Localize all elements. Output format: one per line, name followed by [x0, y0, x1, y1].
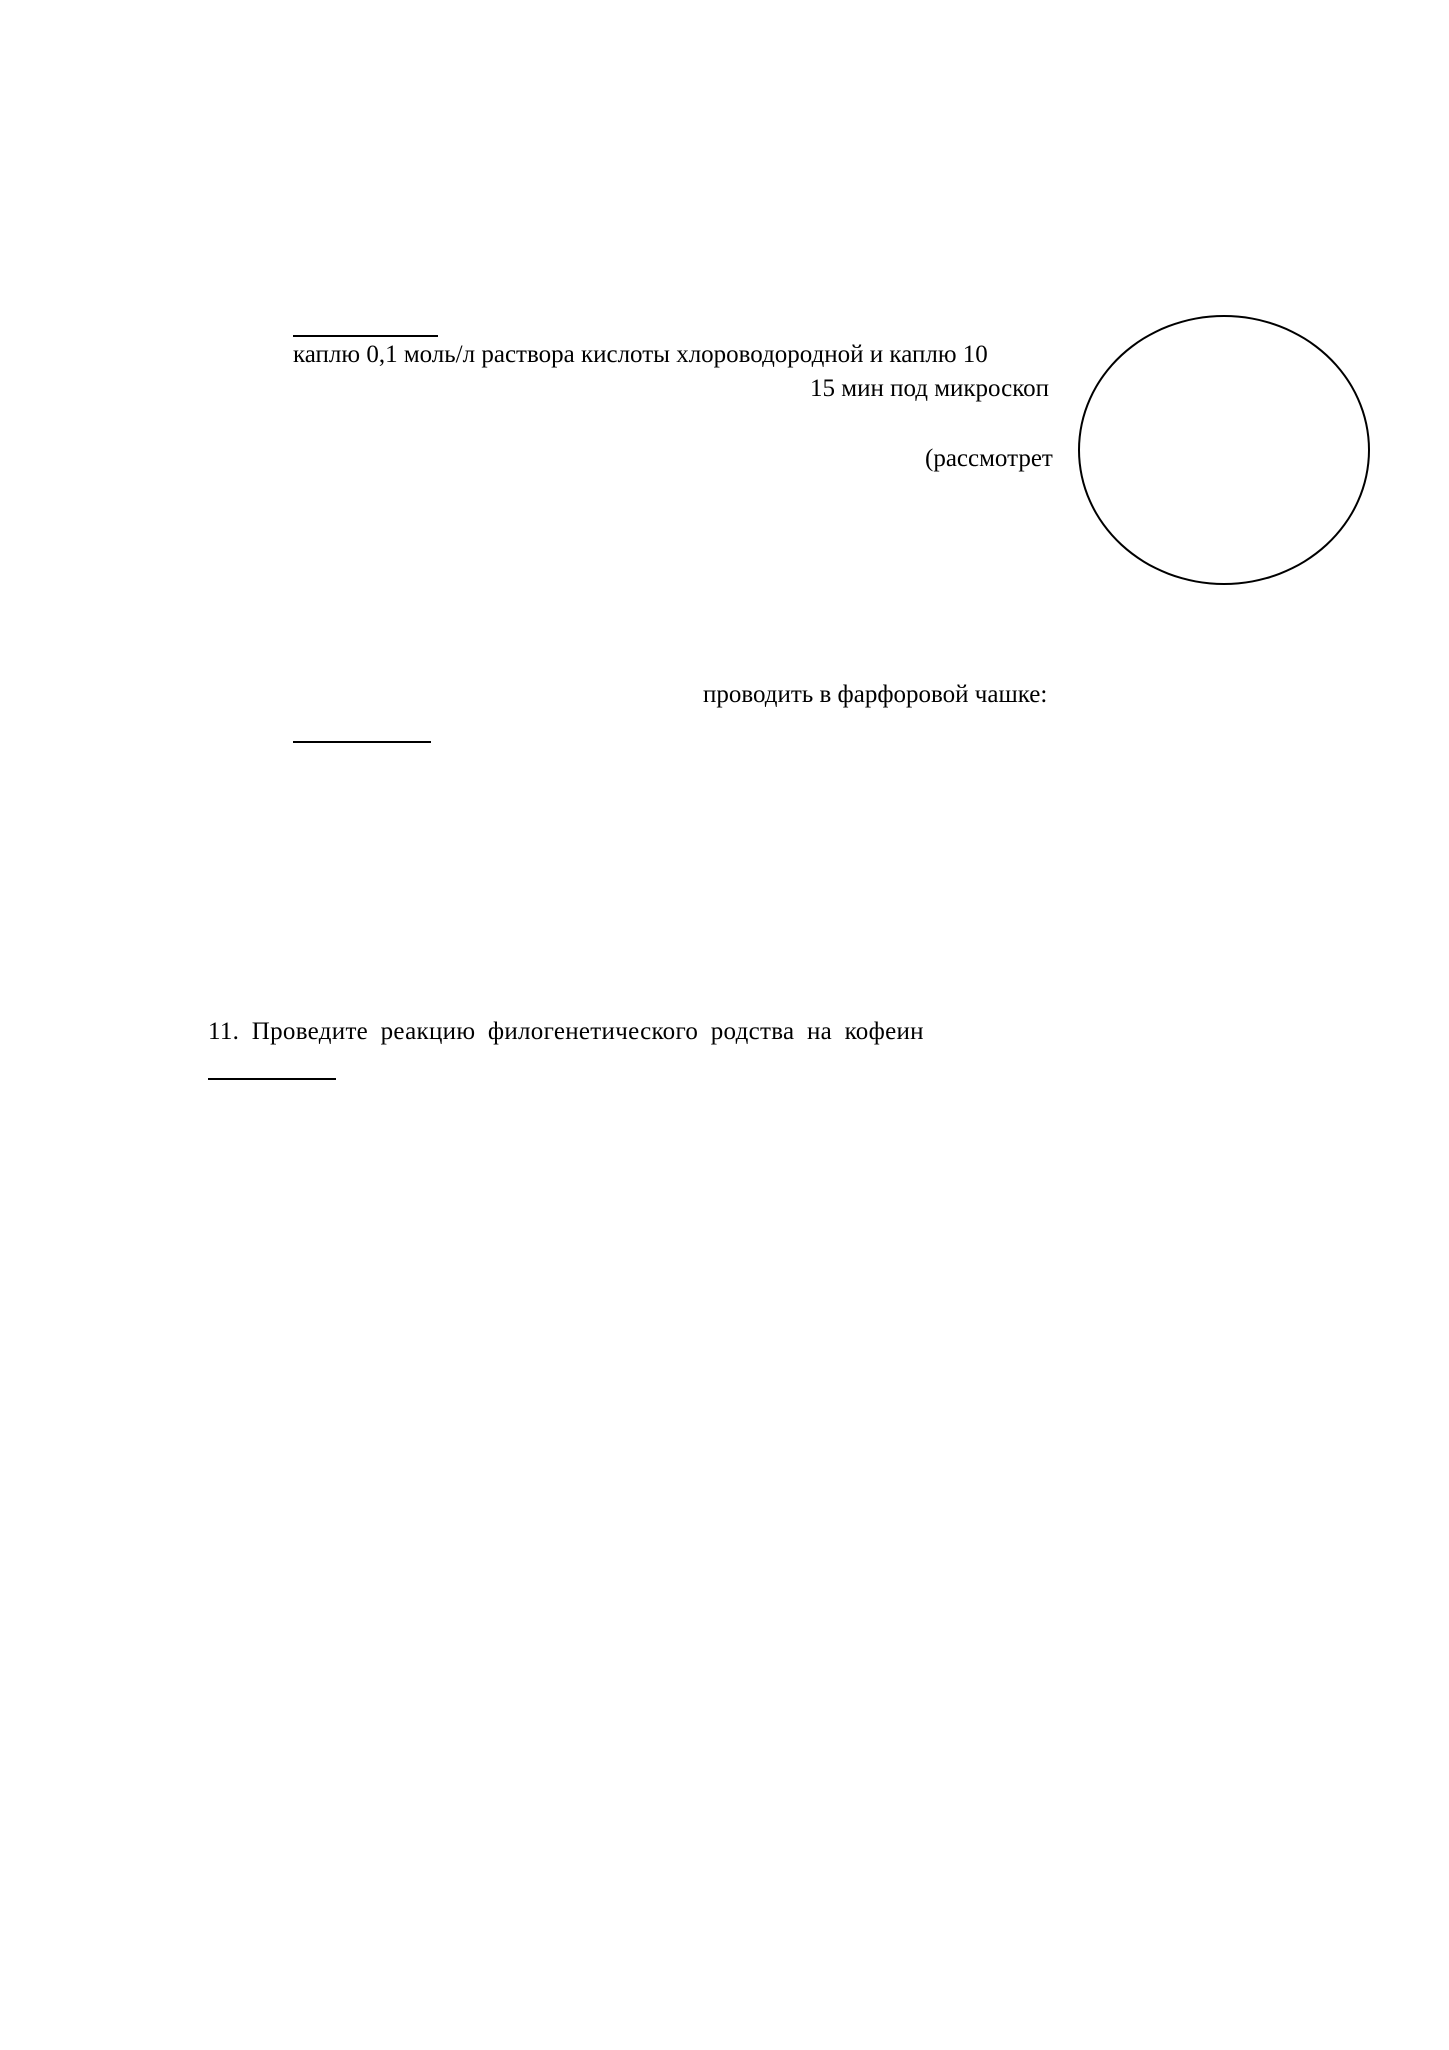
text-line-4: проводить в фарфоровой чашке:	[703, 681, 1048, 708]
circle-shape	[1078, 315, 1370, 585]
text-line-2: 15 мин под микроскоп	[810, 375, 1050, 402]
rule-top	[293, 335, 438, 337]
rule-bottom	[208, 1078, 336, 1080]
rule-middle	[293, 741, 431, 743]
text-line-3: (рассмотрет	[925, 445, 1053, 472]
item-11-text: 11. Проведите реакцию филогенетического родства на кофеин	[208, 1018, 924, 1045]
text-line-1: каплю 0,1 моль/л раствора кислоты хлороводородной и каплю 10	[293, 341, 988, 368]
